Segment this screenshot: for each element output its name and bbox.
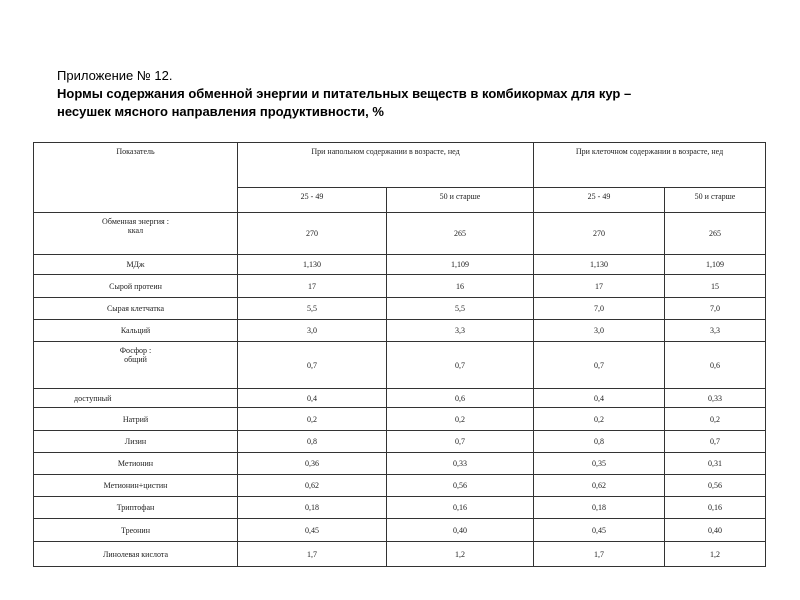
- value-cell: 0,4: [238, 389, 387, 408]
- value-cell: 0,2: [238, 408, 387, 431]
- row-label: Линолевая кислота: [34, 542, 238, 567]
- row-label: доступный: [34, 389, 238, 408]
- value-cell: 5,5: [387, 298, 534, 320]
- table-row: [34, 497, 766, 519]
- value-cell: 1,109: [665, 255, 766, 275]
- header-row: [34, 143, 766, 188]
- value-cell: 0,7: [534, 342, 665, 389]
- table-row: [34, 213, 766, 255]
- value-cell: 17: [534, 275, 665, 298]
- value-cell: 0,7: [387, 342, 534, 389]
- value-cell: 265: [665, 213, 766, 255]
- row-label: МДж: [34, 255, 238, 275]
- value-cell: 3,0: [534, 320, 665, 342]
- value-cell: 265: [387, 213, 534, 255]
- value-cell: 0,2: [534, 408, 665, 431]
- value-cell: 1,109: [387, 255, 534, 275]
- table-row: [34, 298, 766, 320]
- value-cell: 270: [534, 213, 665, 255]
- value-cell: 0,16: [665, 497, 766, 519]
- table-row: [34, 255, 766, 275]
- value-cell: 0,35: [534, 453, 665, 475]
- value-cell: 0,62: [534, 475, 665, 497]
- value-cell: 1,7: [238, 542, 387, 567]
- value-cell: 7,0: [534, 298, 665, 320]
- value-cell: 0,33: [665, 389, 766, 408]
- value-cell: 16: [387, 275, 534, 298]
- table-row: [34, 431, 766, 453]
- title-line-1: Нормы содержания обменной энергии и питательных веществ в комбикормах для кур –: [57, 86, 632, 101]
- value-cell: 0,56: [665, 475, 766, 497]
- value-cell: 0,33: [387, 453, 534, 475]
- value-cell: 0,8: [534, 431, 665, 453]
- value-cell: 0,56: [387, 475, 534, 497]
- value-cell: 1,130: [238, 255, 387, 275]
- appendix-number: Приложение № 12.: [57, 68, 173, 83]
- value-cell: 0,4: [534, 389, 665, 408]
- value-cell: 7,0: [665, 298, 766, 320]
- nutrient-norms-table: [33, 142, 766, 567]
- title-line-2: несушек мясного направления продуктивности, %: [57, 104, 384, 119]
- header-indicator: Показатель: [34, 143, 238, 213]
- value-cell: 17: [238, 275, 387, 298]
- table-row: [34, 408, 766, 431]
- subheader-age: 25 - 49: [534, 188, 665, 213]
- value-cell: 0,62: [238, 475, 387, 497]
- value-cell: 0,7: [387, 431, 534, 453]
- row-label-sub: общий: [124, 355, 147, 364]
- value-cell: 3,3: [665, 320, 766, 342]
- value-cell: 5,5: [238, 298, 387, 320]
- row-label: Натрий: [34, 408, 238, 431]
- row-label: [34, 342, 238, 389]
- value-cell: 0,7: [665, 431, 766, 453]
- value-cell: 0,6: [387, 389, 534, 408]
- row-label-sub: ккал: [127, 226, 144, 235]
- document-title: [57, 67, 631, 121]
- row-label: Лизин: [34, 431, 238, 453]
- value-cell: 0,45: [534, 519, 665, 542]
- row-label: Треонин: [34, 519, 238, 542]
- value-cell: 15: [665, 275, 766, 298]
- value-cell: 0,16: [387, 497, 534, 519]
- subheader-age: 25 - 49: [238, 188, 387, 213]
- row-label: [34, 213, 238, 255]
- value-cell: 0,18: [534, 497, 665, 519]
- value-cell: 0,6: [665, 342, 766, 389]
- table-row: [34, 320, 766, 342]
- row-label-main: Обменная энергия :: [102, 217, 169, 226]
- table-row: [34, 542, 766, 567]
- table-row: [34, 275, 766, 298]
- table-row: [34, 389, 766, 408]
- value-cell: 3,0: [238, 320, 387, 342]
- value-cell: 0,40: [387, 519, 534, 542]
- value-cell: 0,31: [665, 453, 766, 475]
- subheader-age: 50 и старше: [665, 188, 766, 213]
- table-row: [34, 519, 766, 542]
- header-cage: При клеточном содержании в возрасте, нед: [534, 143, 766, 188]
- value-cell: 1,130: [534, 255, 665, 275]
- value-cell: 3,3: [387, 320, 534, 342]
- table-row: [34, 475, 766, 497]
- value-cell: 0,40: [665, 519, 766, 542]
- row-label: Метионин: [34, 453, 238, 475]
- value-cell: 0,2: [665, 408, 766, 431]
- table-row: [34, 342, 766, 389]
- value-cell: 0,45: [238, 519, 387, 542]
- value-cell: 1,2: [387, 542, 534, 567]
- value-cell: 0,7: [238, 342, 387, 389]
- value-cell: 270: [238, 213, 387, 255]
- value-cell: 0,2: [387, 408, 534, 431]
- row-label: Кальций: [34, 320, 238, 342]
- row-label: Сырой протеин: [34, 275, 238, 298]
- row-label-main: Фосфор :: [119, 346, 152, 355]
- row-label: Сырая клетчатка: [34, 298, 238, 320]
- header-floor: При напольном содержании в возрасте, нед: [238, 143, 534, 188]
- row-label: Триптофан: [34, 497, 238, 519]
- table-row: [34, 453, 766, 475]
- subheader-age: 50 и старше: [387, 188, 534, 213]
- value-cell: 0,8: [238, 431, 387, 453]
- value-cell: 0,18: [238, 497, 387, 519]
- value-cell: 0,36: [238, 453, 387, 475]
- value-cell: 1,7: [534, 542, 665, 567]
- value-cell: 1,2: [665, 542, 766, 567]
- row-label: Метионин+цистин: [34, 475, 238, 497]
